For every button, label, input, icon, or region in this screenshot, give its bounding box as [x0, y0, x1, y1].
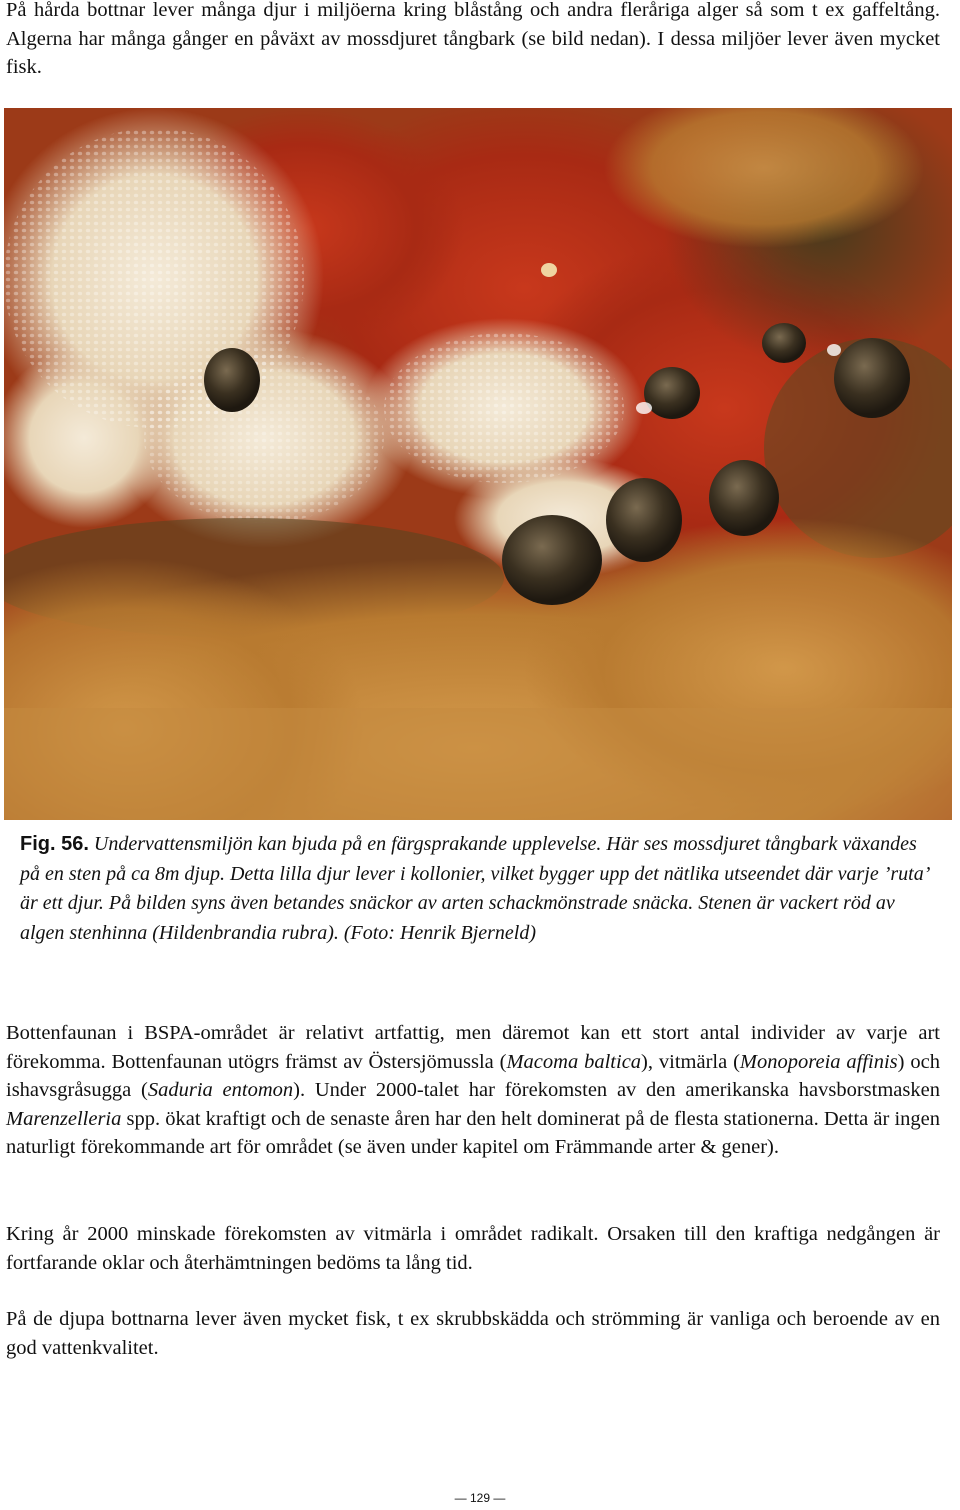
species-name: Marenzelleria [6, 1107, 122, 1130]
paragraph-text: Bottenfaunan i BSPA-området är relativt artfattig, men däremot kan ett stort antal individer av varje art förekomma. Bottenfaunan utögrs främst av Östersjömussla ( [6, 1022, 940, 1073]
paragraph-text: ) och ishavsgråsugga ( [6, 1050, 940, 1101]
figure-caption-text: Undervattensmiljön kan bjuda på en färgsprakande upplevelse. Här ses mossdjuret tångbark växandes på en sten på ca 8m djup. Detta lilla djur lever i kollonier, vilket bygger upp det nätlika utseendet där varje ’ruta’ är ett djur. På bilden syns även betandes snäckor av arten schackmönstrade snäcka. Stenen är vackert röd av algen stenhinna (Hildenbrandia rubra). (Foto: Henrik Bjerneld) [20, 833, 929, 944]
vitmarla-paragraph: Kring år 2000 minskade förekomsten av vitmärla i området radikalt. Orsaken till den kraftiga nedgången är fortfarande oklar och återhämtningen bedöms ta lång tid. [6, 1223, 940, 1274]
underwater-photo [4, 108, 952, 820]
bottom-fauna-paragraph [6, 1019, 940, 1162]
species-name: Saduria entomon [147, 1079, 294, 1101]
species-name: Macoma baltica [506, 1050, 642, 1073]
paragraph-text: ). Under 2000-talet har förekomsten av den amerikanska havsborstmasken [293, 1079, 940, 1101]
paragraph-text: spp. ökat kraftigt och de senaste åren har den helt dominerat på de flesta stationerna. Detta är ingen naturligt förekommande art för området (se även under kapitel om Främmande arter & gener). [6, 1107, 940, 1158]
figure-caption [20, 830, 935, 948]
deep-bottoms-paragraph: På de djupa bottnarna lever även mycket fisk, t ex skrubbskädda och strömming är vanliga och beroende av en god vattenkvalitet. [6, 1308, 940, 1359]
figure-label: Fig. 56. [20, 833, 89, 855]
page-number-value: 129 [469, 1491, 491, 1505]
species-name: Monoporeia affinis [739, 1050, 898, 1073]
paragraph-text: ), vitmärla ( [641, 1050, 740, 1073]
page-number: — 129 — [454, 1491, 506, 1505]
intro-paragraph: På hårda bottnar lever många djur i miljöerna kring blåstång och andra fleråriga alger så som t ex gaffeltång. Algerna har många gånger en påväxt av mossdjuret tångbark (se bild nedan). I dessa miljöer lever även mycket fisk. [6, 0, 940, 78]
